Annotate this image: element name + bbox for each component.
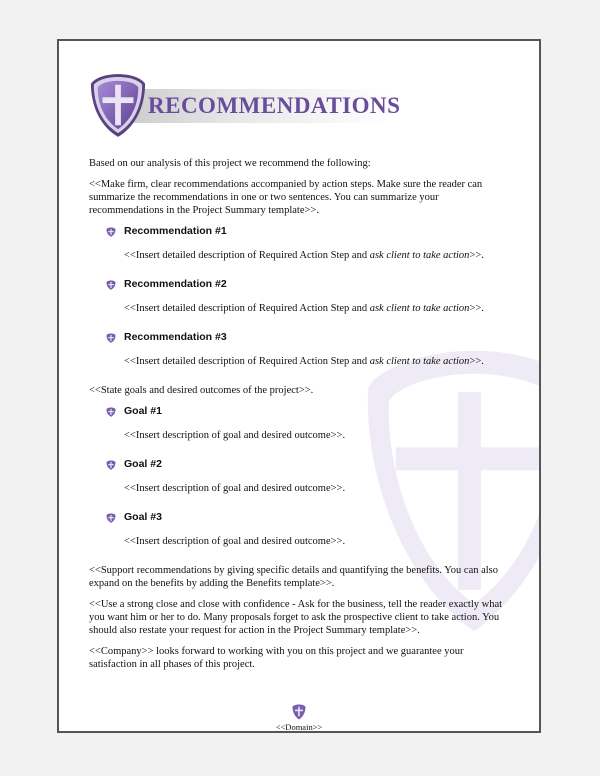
recommendation-item xyxy=(89,278,509,315)
close-text: <<Use a strong close and close with confidence - Ask for the business, tell the reader exactly what you want him or her to do. Many proposals forget to ask the prospective client to take action. You should also restate your request for action in the Project Summary template>>. xyxy=(89,599,503,636)
goal-title: Goal #3 xyxy=(124,511,162,523)
goals-list xyxy=(89,405,509,548)
goal-item xyxy=(89,511,509,548)
goal-title: Goal #2 xyxy=(124,458,162,470)
goal-desc: <<Insert description of goal and desired outcome>>. xyxy=(124,483,346,494)
goal-desc: <<Insert description of goal and desired outcome>>. xyxy=(124,430,346,441)
shield-bullet-icon xyxy=(106,227,116,237)
recommendations-list xyxy=(89,225,509,368)
shield-bullet-icon xyxy=(106,460,116,470)
recommendation-item xyxy=(89,225,509,262)
company-text: <<Company>> looks forward to working with you on this project and we guarantee your satisfaction in all phases of this project. xyxy=(89,646,464,670)
shield-logo-icon xyxy=(89,71,147,139)
document-page xyxy=(57,39,541,733)
footer-shield-icon xyxy=(292,704,306,720)
footer-domain: <<Domain>> xyxy=(275,722,323,732)
recommendation-title: Recommendation #2 xyxy=(124,278,227,290)
instruction-text: <<Make firm, clear recommendations accompanied by action steps. Make sure the reader can summarize the recommendations in one or two sentences. You can summarize your recommendations in the Project Summary template>>. xyxy=(89,179,483,216)
shield-bullet-icon xyxy=(106,280,116,290)
recommendation-title: Recommendation #3 xyxy=(124,331,227,343)
shield-bullet-icon xyxy=(106,333,116,343)
goal-item xyxy=(89,458,509,495)
recommendation-desc: <<Insert detailed description of Required Action Step and ask client to take action>>. xyxy=(124,250,484,261)
recommendation-desc: <<Insert detailed description of Required Action Step and ask client to take action>>. xyxy=(124,303,484,314)
recommendation-item xyxy=(89,331,509,368)
intro-text: Based on our analysis of this project we recommend the following: xyxy=(89,158,371,169)
goals-intro-text: <<State goals and desired outcomes of the project>>. xyxy=(89,385,314,396)
shield-bullet-icon xyxy=(106,513,116,523)
goal-title: Goal #1 xyxy=(124,405,162,417)
shield-bullet-icon xyxy=(106,407,116,417)
goal-item xyxy=(89,405,509,442)
support-text: <<Support recommendations by giving specific details and quantifying the benefits. You can also expand on the benefits by adding the Benefits template>>. xyxy=(89,565,499,589)
recommendation-desc: <<Insert detailed description of Required Action Step and ask client to take action>>. xyxy=(124,356,484,367)
recommendation-title: Recommendation #1 xyxy=(124,225,227,237)
goal-desc: <<Insert description of goal and desired outcome>>. xyxy=(124,536,346,547)
content-body xyxy=(89,157,509,679)
page-title: RECOMMENDATIONS xyxy=(148,93,401,118)
